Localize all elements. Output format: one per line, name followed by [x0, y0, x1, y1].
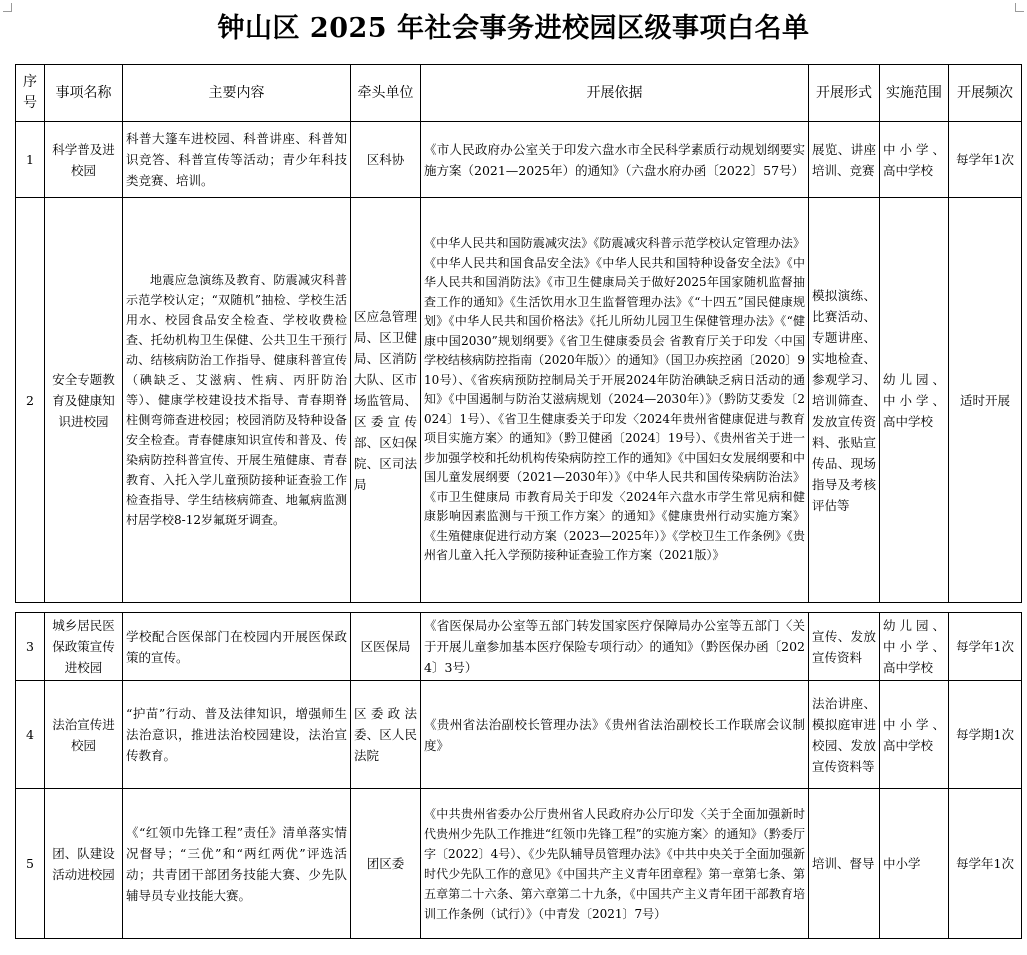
row-name: 法治宣传进校园	[45, 681, 123, 789]
row-scope: 中小学、高中学校	[880, 122, 949, 198]
row-name: 团、队建设活动进校园	[45, 789, 123, 939]
row-basis: 《市人民政府办公室关于印发六盘水市全民科学素质行动规划纲要实施方案（2021—2025年）的通知》（六盘水府办函〔2022〕57号）	[421, 122, 809, 198]
row-lead: 区委政法委、区人民法院	[351, 681, 421, 789]
table-row	[16, 681, 1022, 789]
row-scope: 幼儿园、中小学、高中学校	[880, 613, 949, 681]
row-scope: 中小学、高中学校	[880, 681, 949, 789]
row-form: 展览、讲座培训、竞赛	[809, 122, 880, 198]
table-row	[16, 122, 1022, 198]
row-freq: 每学期1次	[949, 681, 1022, 789]
header-freq: 开展频次	[949, 65, 1022, 122]
row-basis: 《中华人民共和国防震减灾法》《防震减灾科普示范学校认定管理办法》《中华人民共和国食品安全法》《中华人民共和国特种设备安全法》《中华人民共和国消防法》《市卫生健康局关于做好2025年国家随机监督抽查工作的通知》《生活饮用水卫生监督管理办法》《“十四五”国民健康规划》《中华人民共和国价格法》《托儿所幼儿园卫生保健管理办法》《“健康中国2030”规划纲要》《省卫生健康委员会 省教育厅关于印发〈中国学校结核病防控指南（2020年版）〉的通知》（国卫办疾控函〔2020〕910号）、《省疾病预防控制局关于开展2024年防治碘缺乏病日活动的通知》《中国遏制与防治艾滋病规划（2024—2030年）》（黔防艾委发〔2024〕1号）、《省卫生健康委关于印发〈2024年贵州省健康促进与教育项目实施方案〉的通知》（黔卫健函〔2024〕19号）、《贵州省关于进一步加强学校和托幼机构传染病防控工作的通知》《中国妇女发展纲要和中国儿童发展纲要（2021—2030年）》《中华人民共和国传染病防治法》《市卫生健康局 市教育局关于印发〈2024年六盘水市学生常见病和健康影响因素监测与干预工作方案〉的通知》《健康贵州行动实施方案》《生殖健康促进行动方案（2023—2025年）》《学校卫生工作条例》《贵州省儿童入托入学预防接种证查验工作方案（2021版）》	[421, 198, 809, 603]
page-break	[16, 603, 1022, 613]
row-scope: 幼儿园、中小学、高中学校	[880, 198, 949, 603]
document-title: 钟山区 2025 年社会事务进校园区级事项白名单	[217, 13, 810, 44]
row-content: 地震应急演练及教育、防震减灾科普示范学校认定；“双随机”抽检、学校生活用水、校园食品安全检查、学校收费检查、托幼机构卫生保健、公共卫生干预行动、结核病防治工作指导、健康科普宣传（碘缺乏、艾滋病、性病、丙肝防治等）、健康学校建设技术指导、青春期脊柱侧弯筛查进校园；校园消防及特种设备安全检查。青春健康知识宣传和普及、传染病防控科普宣传、开展生殖健康、青春教育、入托入学儿童预防接种证查验工作检查指导、学生结核病筛查、地氟病监测村居学校8-12岁氟斑牙调查。	[123, 198, 351, 603]
header-no: 序号	[16, 65, 45, 122]
row-content: 科普大篷车进校园、科普讲座、科普知识竞答、科普宣传等活动；青少年科技类竞赛、培训。	[123, 122, 351, 198]
whitelist-table	[15, 64, 1022, 939]
table-row	[16, 613, 1022, 681]
row-basis: 《中共贵州省委办公厅贵州省人民政府办公厅印发〈关于全面加强新时代贵州少先队工作推进“红领巾先锋工程”的实施方案〉的通知》（黔委厅字〔2022〕4号）、《少先队辅导员管理办法》《中共中央关于全面加强新时代少先队工作的意见》《中国共产主义青年团章程》第一章第七条、第五章第二十六条、第六章第二十九条，《中国共产主义青年团干部教育培训工作条例（试行）》（中青发〔2021〕7号）	[421, 789, 809, 939]
header-name: 事项名称	[45, 65, 123, 122]
header-lead: 牵头单位	[351, 65, 421, 122]
row-lead: 区医保局	[351, 613, 421, 681]
table-header-row	[16, 65, 1022, 122]
row-no: 3	[16, 613, 45, 681]
row-name: 城乡居民医保政策宣传进校园	[45, 613, 123, 681]
row-form: 宣传、发放宣传资料	[809, 613, 880, 681]
row-content: 学校配合医保部门在校园内开展医保政策的宣传。	[123, 613, 351, 681]
table-row	[16, 198, 1022, 603]
header-scope: 实施范围	[880, 65, 949, 122]
table-row	[16, 789, 1022, 939]
header-form: 开展形式	[809, 65, 880, 122]
row-freq: 每学年1次	[949, 789, 1022, 939]
row-no: 4	[16, 681, 45, 789]
row-no: 5	[16, 789, 45, 939]
row-scope: 中小学	[880, 789, 949, 939]
header-content: 主要内容	[123, 65, 351, 122]
row-content: “护苗”行动、普及法律知识，增强师生法治意识，推进法治校园建设，法治宣传教育。	[123, 681, 351, 789]
row-form: 培训、督导	[809, 789, 880, 939]
row-freq: 每学年1次	[949, 122, 1022, 198]
row-basis: 《贵州省法治副校长管理办法》《贵州省法治副校长工作联席会议制度》	[421, 681, 809, 789]
row-lead: 区科协	[351, 122, 421, 198]
row-freq: 每学年1次	[949, 613, 1022, 681]
row-no: 2	[16, 198, 45, 603]
whitelist-table-container	[15, 64, 1021, 939]
header-basis: 开展依据	[421, 65, 809, 122]
row-content: 《“红领巾先锋工程”责任》清单落实情况督导；“三优”和“两红两优”评选活动；共青团干部团务技能大赛、少先队辅导员专业技能大赛。	[123, 789, 351, 939]
row-name: 科学普及进校园	[45, 122, 123, 198]
row-no: 1	[16, 122, 45, 198]
row-form: 模拟演练、比赛活动、专题讲座、实地检查、参观学习、培训筛查、发放宣传资料、张贴宣传品、现场指导及考核评估等	[809, 198, 880, 603]
row-form: 法治讲座、模拟庭审进校园、发放宣传资料等	[809, 681, 880, 789]
row-basis: 《省医保局办公室等五部门转发国家医疗保障局办公室等五部门〈关于开展儿童参加基本医疗保险专项行动〉的通知》（黔医保办函〔2024〕3号）	[421, 613, 809, 681]
row-freq: 适时开展	[949, 198, 1022, 603]
row-name: 安全专题教育及健康知识进校园	[45, 198, 123, 603]
row-lead: 区应急管理局、区卫健局、区消防大队、区市场监管局、区委宣传部、区妇保院、区司法局	[351, 198, 421, 603]
row-lead: 团区委	[351, 789, 421, 939]
